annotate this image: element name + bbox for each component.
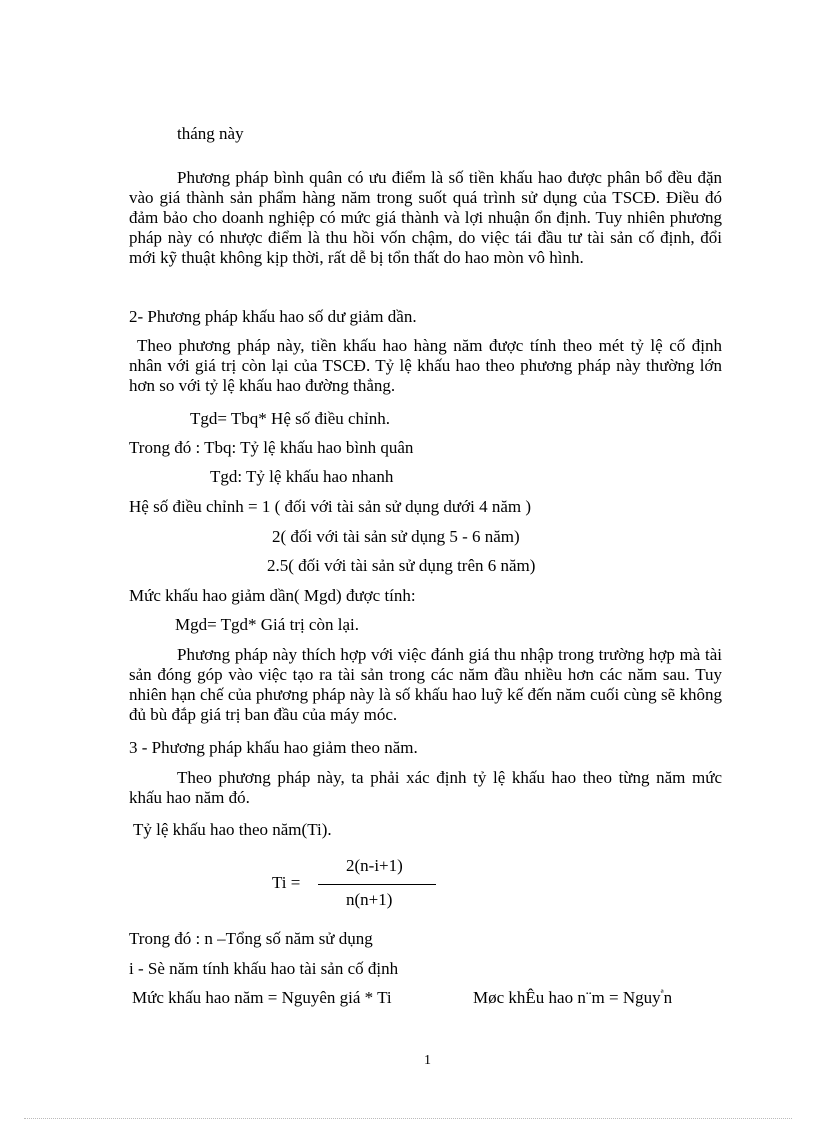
where-i: i - Sè năm tính khấu hao tài sản cố định: [129, 959, 399, 978]
garbled-text-end: n: [663, 988, 673, 1007]
fraction-bar: [318, 884, 436, 885]
page-number: 1: [424, 1053, 431, 1068]
paragraph-suitability: Phương pháp này thích hợp với việc đánh giá thu nhập trong trường hợp mà tài sản đóng góp vào việc tạo ra tài sản trong các năm đầu nhiều hơn các năm sau. Tuy nhiên hạn chế của phương pháp này là số khấu hao luỹ kế đến năm cuối cùng sẽ không đủ bù đắp giá trị ban đầu của máy móc.: [129, 645, 722, 724]
garbled-superscript: ª: [660, 987, 664, 1000]
annual-depreciation-formula: Mức khấu hao năm = Nguyên giá * Ti: [132, 988, 392, 1007]
section-heading-3: 3 - Phương pháp khấu hao giảm theo năm.: [129, 738, 418, 757]
ti-intro: Tỷ lệ khấu hao theo năm(Ti).: [133, 820, 332, 839]
mgd-intro: Mức khấu hao giảm dần( Mgd) được tính:: [129, 586, 416, 605]
fraction-numerator: 2(n-i+1): [346, 856, 403, 875]
adjust-coefficient-1: Hệ số điều chỉnh = 1 ( đối với tài sản sử dụng dưới 4 năm ): [129, 497, 531, 516]
where-tbq: Trong đó : Tbq: Tỷ lệ khấu hao bình quân: [129, 438, 414, 457]
paragraph-advantages: Phương pháp bình quân có ưu điểm là số tiền khấu hao được phân bổ đều đặn vào giá thành sản phẩm hàng năm trong suốt quá trình sử dụng của TSCĐ. Điều đó đảm bảo cho doanh nghiệp có mức giá thành và lợi nhuận ổn định. Tuy nhiên phương pháp này có nhược điểm là thu hồi vốn chậm, do việc tái đầu tư tài sản cố định, đổi mới kỹ thuật không kịp thời, rất dễ bị tổn thất do hao mòn vô hình.: [129, 168, 722, 267]
garbled-text: Møc khÊu hao n¨m = Nguy: [473, 988, 661, 1007]
section-heading-2: 2- Phương pháp khấu hao số dư giảm dần.: [129, 307, 417, 326]
where-tgd: Tgd: Tỷ lệ khấu hao nhanh: [210, 467, 394, 486]
fraction-denominator: n(n+1): [346, 890, 393, 909]
paragraph-method-3: Theo phương pháp này, ta phải xác định tỷ lệ khấu hao theo từng năm mức khấu hao năm đó.: [129, 768, 722, 807]
paragraph-method-2: Theo phương pháp này, tiền khấu hao hàng năm được tính theo mét tỷ lệ cố định nhân với giá trị còn lại của TSCĐ. Tỷ lệ khấu hao theo phương pháp này thường lớn hơn so với tỷ lệ khấu hao đường thẳng.: [129, 336, 722, 395]
adjust-coefficient-2: 2( đối với tài sản sử dụng 5 - 6 năm): [272, 527, 520, 546]
fraction-lhs: Ti =: [272, 873, 301, 892]
formula-mgd: Mgd= Tgd* Giá trị còn lại.: [175, 615, 359, 634]
adjust-coefficient-3: 2.5( đối với tài sản sử dụng trên 6 năm): [267, 556, 536, 575]
page-bottom-border: [24, 1118, 792, 1119]
garbled-text-fragment: [473, 988, 672, 1008]
where-n: Trong đó : n –Tổng số năm sử dụng: [129, 929, 373, 948]
formula-tgd: Tgd= Tbq* Hệ số điều chỉnh.: [190, 409, 391, 428]
text-line: tháng này: [177, 124, 244, 143]
